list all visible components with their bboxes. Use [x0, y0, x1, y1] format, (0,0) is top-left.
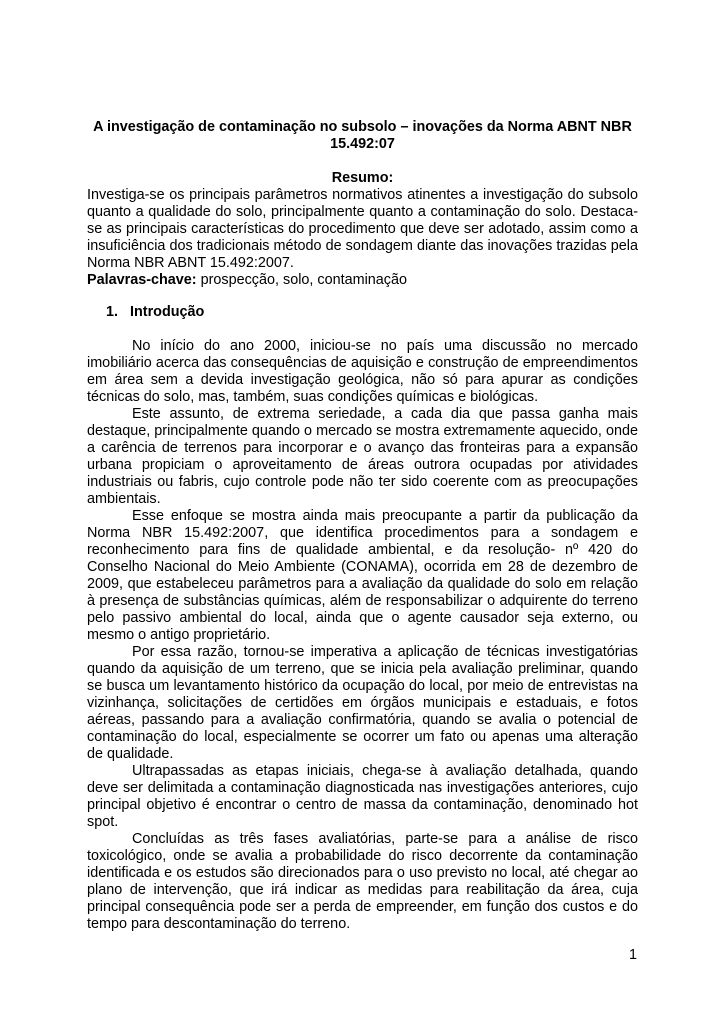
- paragraph: Por essa razão, tornou-se imperativa a aplicação de técnicas investigatórias quando da aquisição de um terreno, que se inicia pela avaliação preliminar, quando se busca um levantamento histórico da ocupação do local, por meio de entrevistas na vizinhança, solicitações de certidões em órgãos municipais e estaduais, e fotos aéreas, passando para a avaliação confirmatória, quando se avalia o potencial de contaminação do local, especialmente se ocorrer um fato ou apenas uma alteração de qualidade.: [87, 644, 638, 762]
- paragraph: Esse enfoque se mostra ainda mais preocupante a partir da publicação da Norma NBR 15.492:2007, que identifica procedimentos para a sondagem e reconhecimento para fins de qualidade ambiental, e da resolução- nº 420 do Conselho Nacional do Meio Ambiente (CONAMA), ocorrida em 28 de dezembro de 2009, que estabeleceu parâmetros para a avaliação da qualidade do solo em relação à presença de substâncias químicas, além de responsabilizar o adquirente do terreno pelo passivo ambiental do local, ainda que o agente causador seja externo, ou mesmo o antigo proprietário.: [87, 508, 638, 643]
- keywords-text: prospecção, solo, contaminação: [196, 272, 407, 288]
- section-number: 1.: [106, 304, 119, 320]
- section-heading: [106, 304, 638, 321]
- document-title: A investigação de contaminação no subsolo – inovações da Norma ABNT NBR 15.492:07: [93, 119, 632, 152]
- document-page: [87, 119, 638, 933]
- paragraph: No início do ano 2000, iniciou-se no país uma discussão no mercado imobiliário acerca das consequências de aquisição e construção de empreendimentos em área sem a devida investigação geológica, não só para apurar as condições técnicas do solo, mas, também, suas condições químicas e biológicas.: [87, 338, 638, 405]
- section-title: Introdução: [130, 304, 205, 320]
- page-number: 1: [628, 947, 637, 963]
- paragraph: Ultrapassadas as etapas iniciais, chega-se à avaliação detalhada, quando deve ser delimitada a contaminação diagnosticada nas investigações anteriores, cujo principal objetivo é encontrar o centro de massa da contaminação, denominado hot spot.: [87, 763, 638, 830]
- paragraph: Concluídas as três fases avaliatórias, parte-se para a análise de risco toxicológico, onde se avalia a probabilidade do risco decorrente da contaminação identificada e os estudos são direcionados para o uso previsto no local, até chegar ao plano de intervenção, que irá indicar as medidas para reabilitação da área, cuja principal consequência pode ser a perda de empreender, em função dos custos e do tempo para descontaminação do terreno.: [87, 831, 638, 932]
- keywords-label: Palavras-chave:: [87, 272, 197, 288]
- paragraph: Este assunto, de extrema seriedade, a cada dia que passa ganha mais destaque, principalmente quando o mercado se mostra extremamente aquecido, onde a carência de terrenos para incorporar e o avanço das fronteiras para a expansão urbana propiciam o aproveitamento de áreas outrora ocupadas por atividades industriais ou fabris, cujo controle pode não ter sido coerente com as preocupações ambientais.: [87, 406, 638, 507]
- abstract-text: Investiga-se os principais parâmetros normativos atinentes a investigação do subsolo quanto a qualidade do solo, principalmente quanto a contaminação do solo. Destaca-se as principais características do procedimento que deve ser adotado, assim como a insuficiência dos tradicionais método de sondagem diante das inovações trazidas pela Norma NBR ABNT 15.492:2007.: [87, 187, 638, 271]
- keywords-line: [87, 272, 638, 289]
- abstract-heading: Resumo:: [331, 170, 394, 186]
